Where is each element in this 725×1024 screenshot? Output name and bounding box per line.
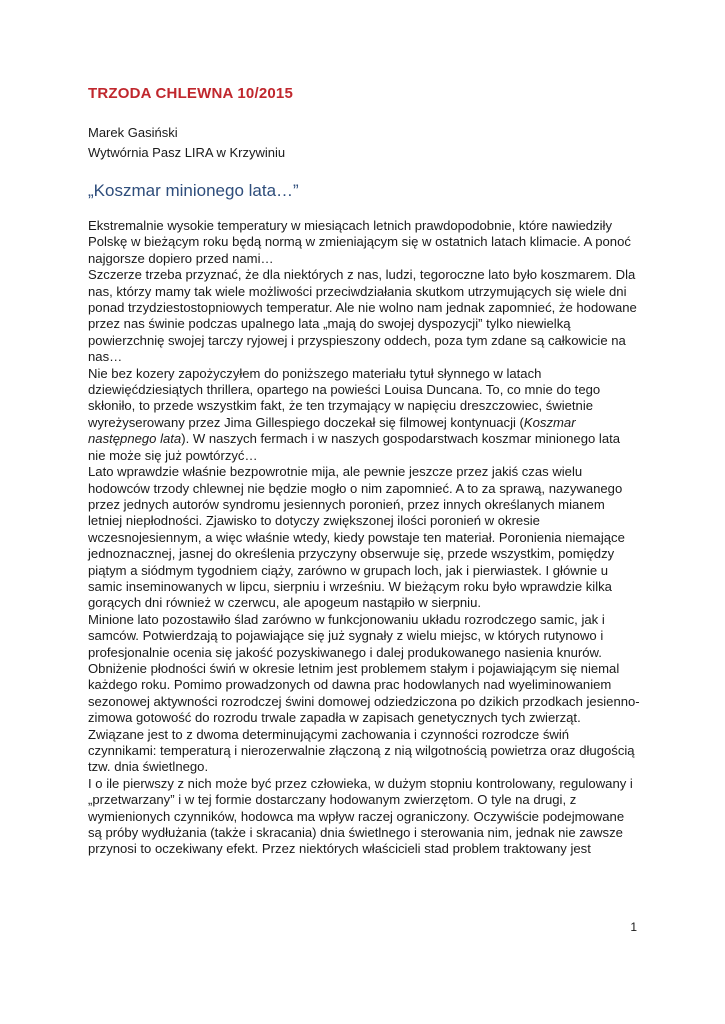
paragraph-3-text-a: Nie bez kozery zapożyczyłem do poniższego materiału tytuł słynnego w latach dziewięćdziesiątych thrillera, opartego na powieści Louisa Duncana. To, co mnie do tego skłoniło, to przede wszystkim fakt, że ten trzymający w napięciu dreszczowiec, świetnie wyreżyserowany przez Jima Gillespiego doczekał się filmowej kontynuacji ( [88,365,601,430]
page-content [88,85,640,858]
author-name: Marek Gasiński [88,125,178,140]
paragraph-3-text-b: ). W naszych fermach i w naszych gospodarstwach koszmar minionego lata nie może się już powtórzyć… [88,431,621,463]
paragraph-1: Ekstremalnie wysokie temperatury w miesiącach letnich prawdopodobnie, które nawiedziły Polskę w bieżącym roku będą normą w zmieniającym się w ostatnich latach klimacie. A ponoć najgorsze dopiero przed nami… [88,218,631,266]
author-affiliation: Wytwórnia Pasz LIRA w Krzywiniu [88,145,286,160]
page-number: 1 [630,920,637,934]
paragraph-3 [88,366,640,464]
article-title: „Koszmar minionego lata…” [88,181,299,200]
paragraph-7: I o ile pierwszy z nich może być przez człowieka, w dużym stopniu kontrolowany, regulowany i „przetwarzany” i w tej formie dostarczany hodowanym zwierzętom. O tyle na drugi, z wymienionych czynników, hodowca ma wpływ raczej ograniczony. Oczywiście podejmowane są próby wydłużania (także i skracania) dnia świetlnego i sterowania nim, jednak nie zawsze przynosi to oczekiwany efekt. Przez niektórych właścicieli stad problem traktowany jest [88,775,633,857]
journal-title: TRZODA CHLEWNA 10/2015 [88,85,293,102]
paragraph-6: Obniżenie płodności świń w okresie letnim jest problemem stałym i pojawiającym się niemal każdego roku. Pomimo prowadzonych od dawna prac hodowlanych nad wyeliminowaniem sezonowej aktywności rozrodczej świni domowej odziedziczona po dzikich przodkach jesienno-zimowa gotowość do rozrodu trwale zapadła w zapisach genetycznych tych zwierząt. Związane jest to z dwoma determinującymi zachowania i czynności rozrodcze świń czynnikami: temperaturą i nierozerwalnie złączoną z nią wilgotnością powietrza oraz długością tzw. dnia świetlnego. [88,660,640,775]
article-body [88,218,640,858]
paragraph-2: Szczerze trzeba przyznać, że dla niektórych z nas, ludzi, tegoroczne lato było koszmarem. Dla nas, którzy mamy tak wiele możliwości przeciwdziałania skutkom utrzymujących się wiele dni ponad trzydziestostopniowych temperatur. Ale nie wolno nam jednak zapomnieć, że hodowane przez nas świnie podczas upalnego lata „mają do swojej dyspozycji” tylko niewielką powierzchnię swojej tarczy ryjowej i przyspieszony oddech, poza tym zdane są całkowicie na nas… [88,267,637,365]
paragraph-4: Lato wprawdzie właśnie bezpowrotnie mija, ale pewnie jeszcze przez jakiś czas wielu hodowców trzody chlewnej nie będzie mogło o nim zapomnieć. A to za sprawą, nazywanego przez jednych autorów syndromu jesiennych poronień, przez innych określanych mianem letniej niepłodności. Zjawisko to dotyczy zwiększonej ilości poronień w okresie wczesnojesiennym, a więc właśnie wtedy, kiedy powstaje ten materiał. Poronienia niemające jednoznacznej, jasnej do określenia przyczyny obserwuje się, przede wszystkim, pomiędzy piątym a siódmym tygodniem ciąży, zarówno w grupach loch, jak i pierwiastek. I głównie u samic inseminowanych w lipcu, sierpniu i wrześniu. W bieżącym roku było wprawdzie kilka gorących dni również w czerwcu, ale apogeum nastąpiło w sierpniu. [88,464,625,611]
film-title-italic: Koszmar następnego lata [88,414,576,447]
paragraph-5: Minione lato pozostawiło ślad zarówno w funkcjonowaniu układu rozrodczego samic, jak i samców. Potwierdzają to pojawiające się już sygnały z wielu miejsc, w których rutynowo i profesjonalnie ocenia się jakość pozyskiwanego i dalej produkowanego nasienia knurów. [88,611,605,660]
